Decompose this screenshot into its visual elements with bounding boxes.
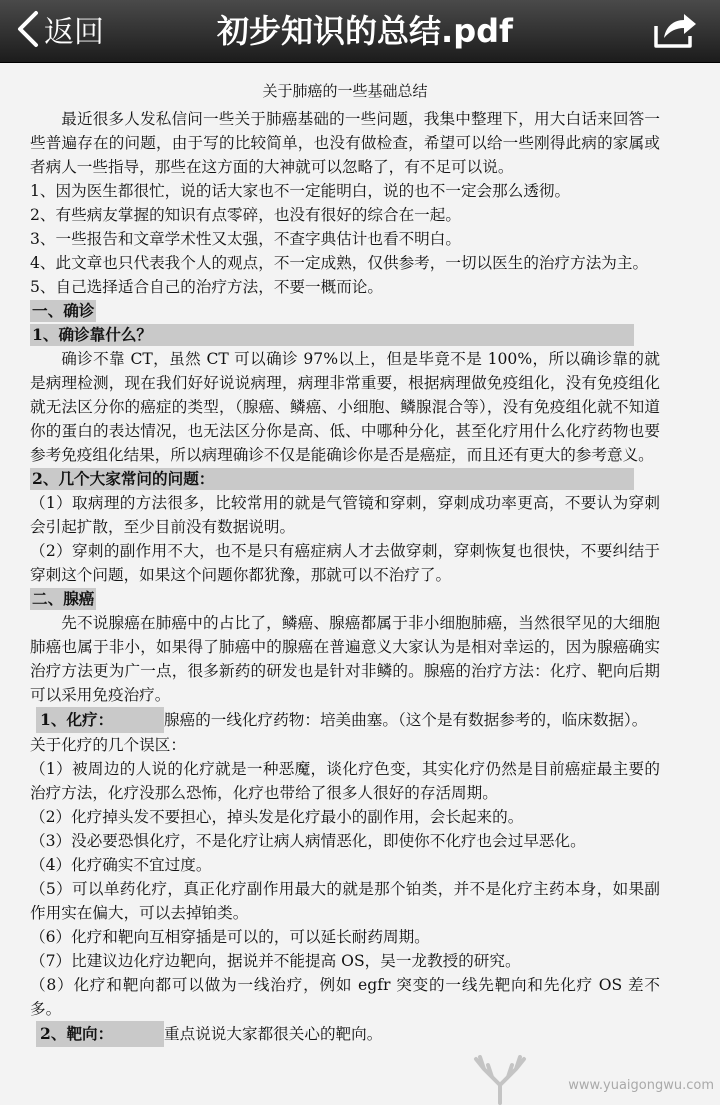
- nav-bar: [0, 0, 720, 63]
- point-3: 3、一些报告和文章学术性又太强，不查字典估计也看不明白。: [30, 230, 461, 248]
- back-button[interactable]: [14, 4, 104, 54]
- section-2-heading: [30, 587, 660, 611]
- myths-title: 关于化疗的几个误区：: [30, 736, 186, 754]
- point-4: 4、此文章也只代表我个人的观点，不一定成熟，仅供参考，一切以医生的治疗方法为主。: [30, 254, 649, 272]
- faq-2: （2）穿刺的副作用不大，也不是只有癌症病人才去做穿刺，穿刺恢复也很快，不要纠结于穿刺这个问题，如果这个问题你都犹豫，那就可以不治疗了。: [30, 542, 660, 584]
- chemo-text: 腺癌的一线化疗药物：培美曲塞。（这个是有数据参考的，临床数据）。: [164, 711, 648, 729]
- point-5: 5、自己选择适合自己的治疗方法，不要一概而论。: [30, 278, 383, 296]
- diagnosis-paragraph: 确诊不靠 CT，虽然 CT 可以确诊 97%以上，但是毕竟不是 100%，所以确诊靠的就是病理检测，现在我们好好说说病理，病理非常重要，根据病理做免疫组化，没有免疫组化就无法区分你的癌症的类型，（腺癌、鳞癌、小细胞、鳞腺混合等），没有免疫组化就不知道你的蛋白的表达情况，也无法区分你是高、低、中哪种分化，甚至化疗用什么化疗药物也要参考免疫组化结果，所以病理确诊不仅是能确诊你是否是癌症，而且还有更大的参考意义。: [30, 350, 660, 464]
- intro-paragraph: 最近很多人发私信问一些关于肺癌基础的一些问题，我集中整理下，用大白话来回答一些普遍存在的问题，由于写的比较简单，也没有做检查，希望可以给一些刚得此病的家属或者病人一些指导，那些在这方面的大神就可以忽略了，有不足可以说。: [30, 110, 660, 176]
- doc-title: 关于肺癌的一些基础总结: [262, 82, 428, 100]
- chevron-left-icon: [14, 7, 42, 51]
- section-1-sub-1-text: 1、确诊靠什么？: [30, 324, 634, 346]
- point-1: 1、因为医生都很忙，说的话大家也不一定能明白，说的也不一定会那么透彻。: [30, 182, 571, 200]
- myth-2: （2）化疗掉头发不要担心，掉头发是化疗最小的副作用，会长起来的。: [30, 808, 524, 826]
- myth-4: （4）化疗确实不宜过度。: [30, 856, 212, 874]
- myth-6: （6）化疗和靶向互相穿插是可以的，可以延长耐药周期。: [30, 928, 430, 946]
- targeted-label: 2、靶向：: [36, 1021, 164, 1047]
- faq-1: （1）取病理的方法很多，比较常用的就是气管镜和穿刺，穿刺成功率更高，不要认为穿刺会引起扩散，至少目前没有数据说明。: [30, 494, 660, 536]
- document-title: 初步知识的总结.pdf: [217, 12, 513, 50]
- point-2: 2、有些病友掌握的知识有点零碎，也没有很好的综合在一起。: [30, 206, 461, 224]
- myth-7: （7）比建议边化疗边靶向，据说并不能提高 OS，吴一龙教授的研究。: [30, 952, 521, 970]
- section-1-sub-2-text: 2、几个大家常问的问题：: [30, 468, 634, 490]
- myth-8: （8）化疗和靶向都可以做为一线治疗，例如 egfr 突变的一线先靶向和先化疗 OS 差不多。: [30, 976, 660, 1018]
- watermark-text: www.yuaigongwu.com: [568, 1078, 714, 1093]
- chemo-paragraph: [30, 707, 660, 733]
- antler-watermark-icon: [470, 1055, 530, 1105]
- adenocarcinoma-paragraph: 先不说腺癌在肺癌中的占比了，鳞癌、腺癌都属于非小细胞肺癌，当然很罕见的大细胞肺癌也属于非小，如果得了肺癌中的腺癌在普遍意义大家认为是相对幸运的，因为腺癌确实治疗方法更为广一点，很多新药的研发也是针对非鳞的。腺癌的治疗方法：化疗、靶向后期可以采用免疫治疗。: [30, 614, 660, 704]
- section-1-heading-text: 一、确诊: [32, 301, 95, 320]
- section-1-sub-1: [30, 323, 660, 347]
- myth-1: （1）被周边的人说的化疗就是一种恶魔，谈化疗色变，其实化疗仍然是目前癌症最主要的治疗方法，化疗没那么恐怖，化疗也带给了很多人很好的存活周期。: [30, 760, 660, 802]
- myth-5: （5）可以单药化疗，真正化疗副作用最大的就是那个铂类，并不是化疗主药本身，如果副作用实在偏大，可以去掉铂类。: [30, 880, 660, 922]
- section-2-heading-text: 二、腺癌: [32, 589, 95, 608]
- back-label: 返回: [44, 15, 104, 50]
- targeted-text: 重点说说大家都很关心的靶向。: [164, 1025, 383, 1043]
- share-icon: [650, 6, 700, 52]
- section-1-heading: [30, 299, 660, 323]
- section-1-sub-2: [30, 467, 660, 491]
- pdf-page: [30, 80, 660, 1047]
- share-button[interactable]: [650, 6, 700, 54]
- myth-3: （3）没必要恐惧化疗，不是化疗让病人病情恶化，即使你不化疗也会过早恶化。: [30, 832, 586, 850]
- chemo-label: 1、化疗：: [36, 707, 164, 733]
- targeted-paragraph: [30, 1021, 660, 1047]
